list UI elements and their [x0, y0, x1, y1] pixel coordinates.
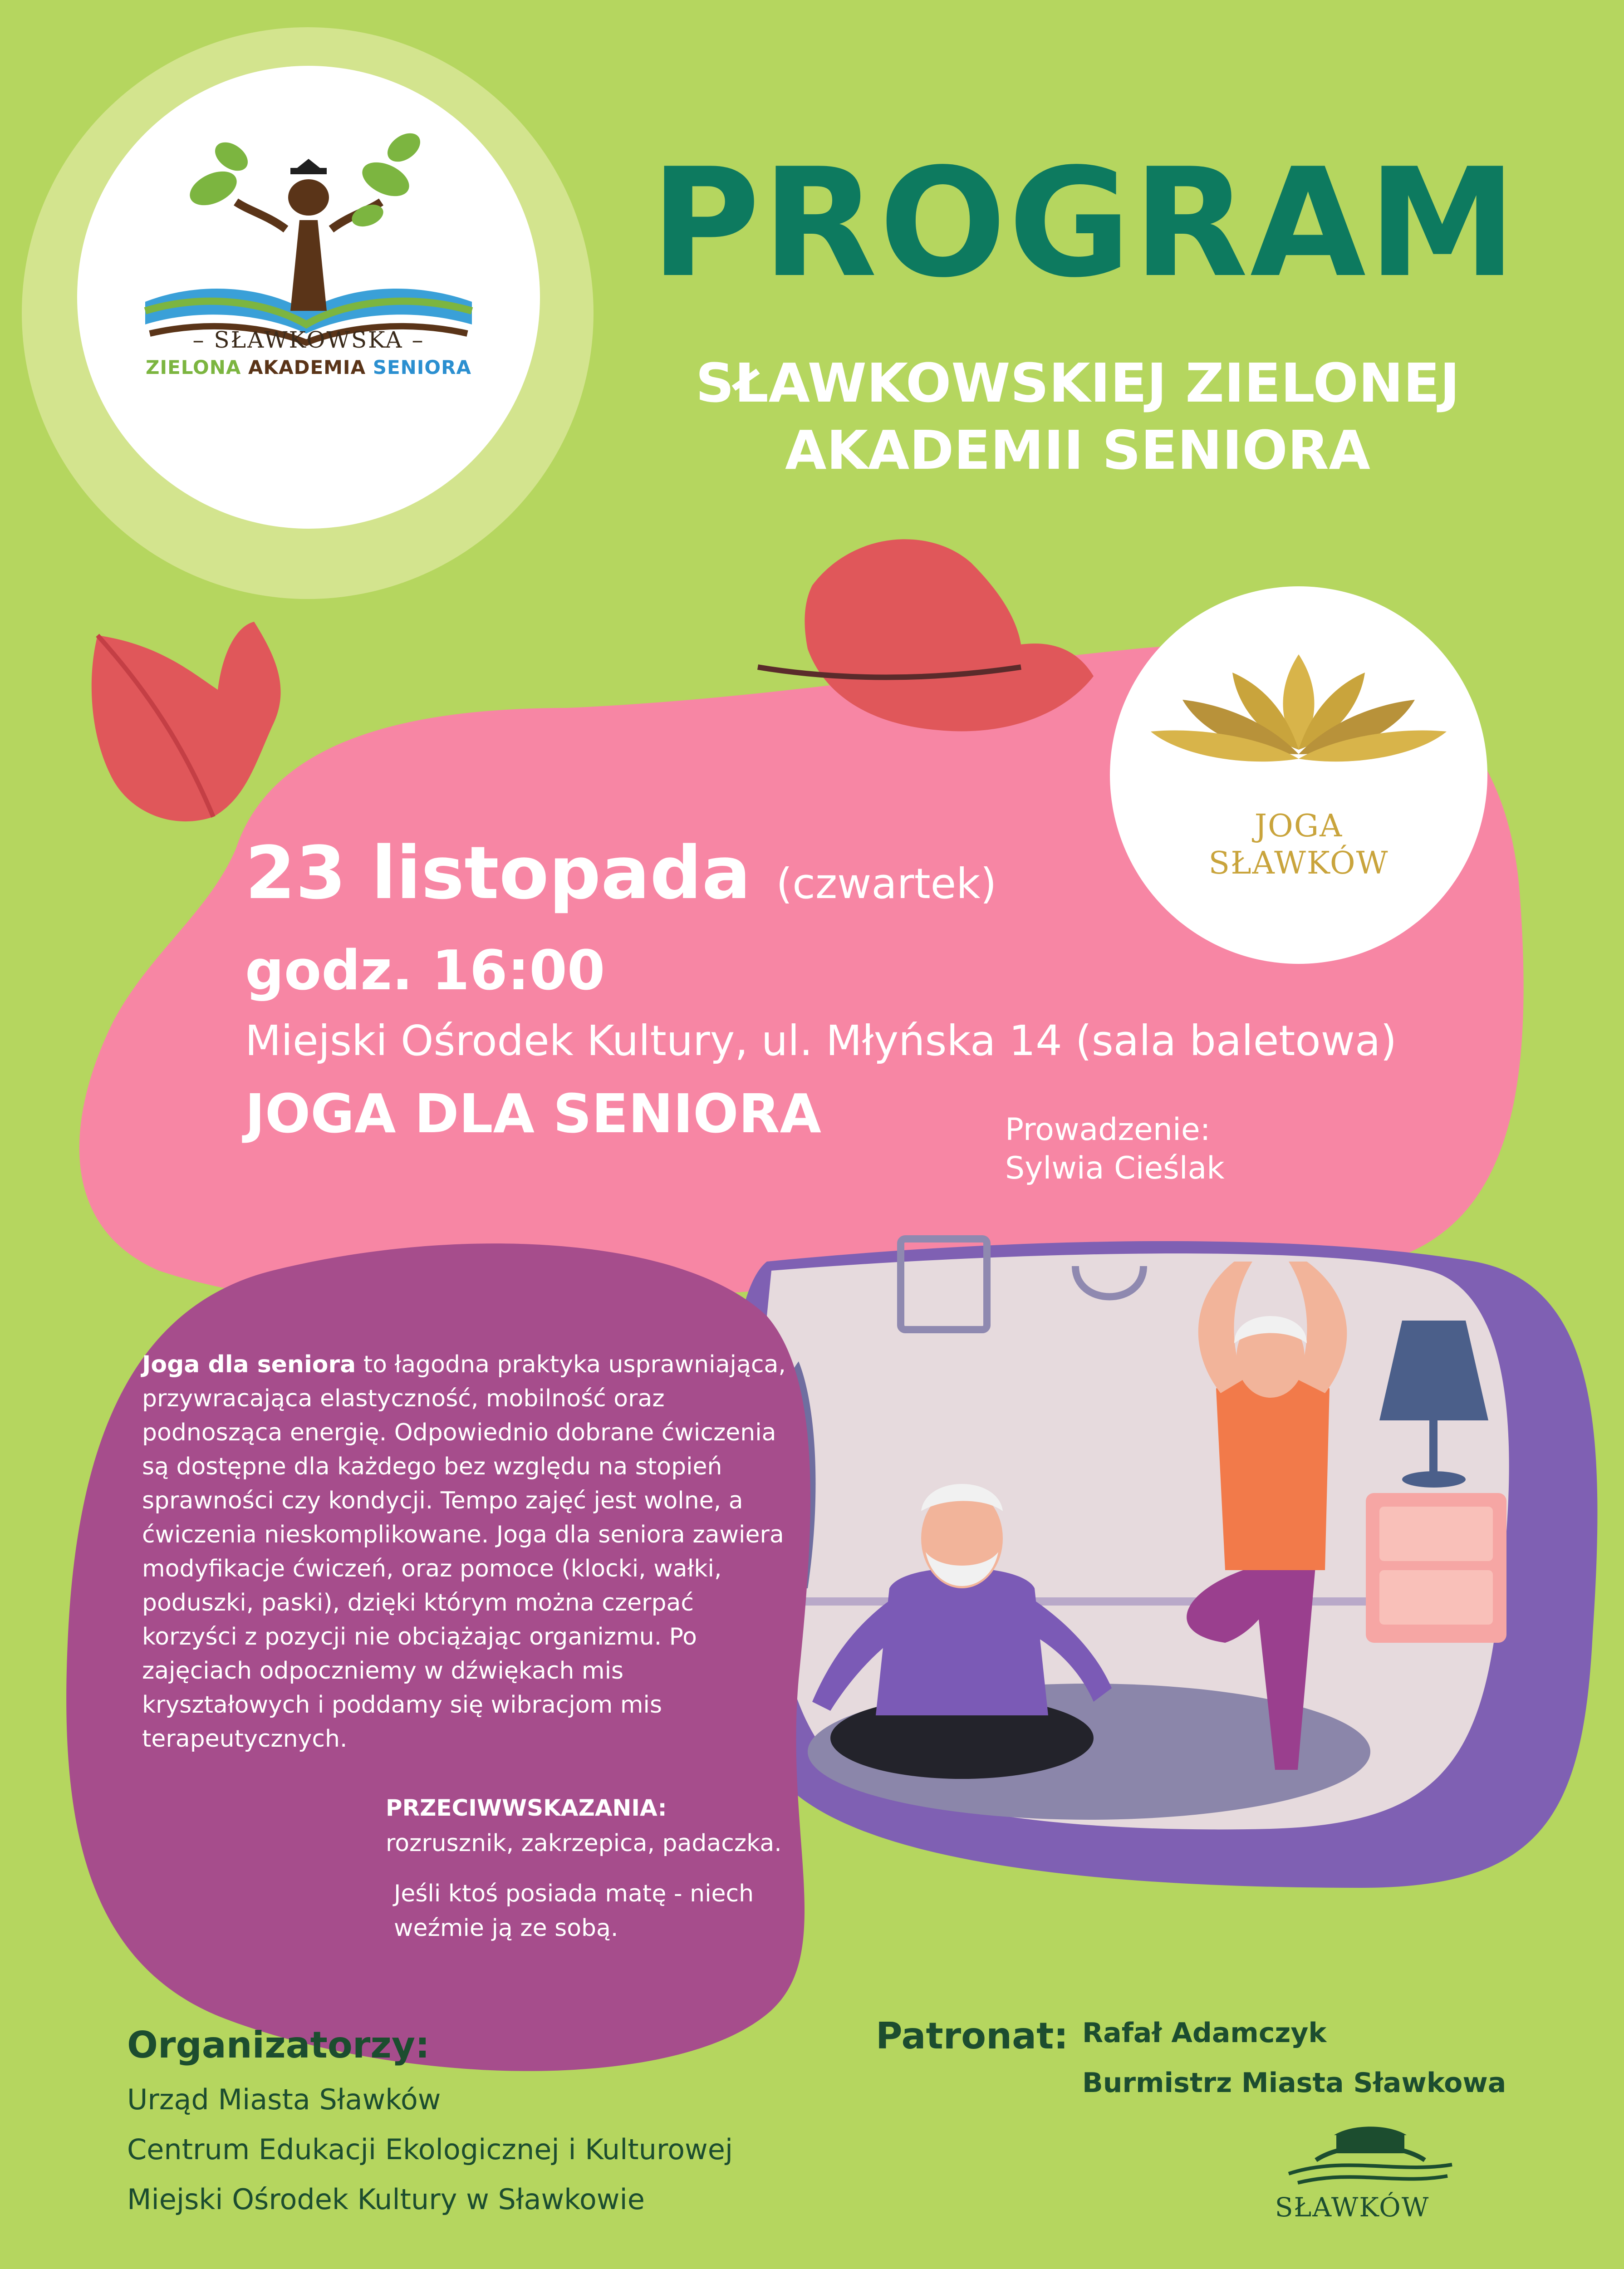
- event-time: godz. 16:00: [245, 939, 605, 1002]
- academy-logo: [77, 66, 540, 529]
- subtitle-line-2: AKADEMII SENIORA: [785, 419, 1370, 481]
- event-weekday: (czwartek): [776, 859, 997, 908]
- logo-word-academy: [77, 356, 540, 378]
- page-title: PROGRAM: [650, 136, 1519, 310]
- contraindications-text: rozrusznik, zakrzepica, padaczka.: [386, 1830, 782, 1857]
- patronage-label: Patronat:: [876, 2015, 1069, 2057]
- patron-role: Burmistrz Miasta Sławkowa: [1082, 2067, 1506, 2099]
- tree-book-icon: [77, 66, 540, 529]
- city-logo-icon: [1289, 2127, 1452, 2183]
- logo-word-zielona: ZIELONA: [146, 356, 249, 378]
- contraindications-title: PRZECIWWSKAZANIA:: [386, 1795, 667, 1821]
- organizer-item: Urząd Miasta Sławków: [127, 2083, 441, 2116]
- logo-word-slawkowska: – SŁAWKOWSKA –: [192, 327, 425, 353]
- lamp-base: [1402, 1471, 1466, 1488]
- yoga-illustration: [760, 1239, 1509, 1829]
- event-date: [245, 830, 996, 915]
- joga-logo-line-2: SŁAWKÓW: [1208, 845, 1389, 881]
- joga-logo-text: [1110, 808, 1487, 882]
- event-place: Miejski Ośrodek Kultury, ul. Młyńska 14 (sala baletowa): [245, 1017, 1397, 1065]
- logo-word-seniora: SENIORA: [373, 356, 471, 378]
- subtitle-line-1: SŁAWKOWSKIEJ ZIELONEJ: [695, 352, 1460, 414]
- lotus-logo-graphic: [1110, 586, 1487, 964]
- red-leaf-left: [92, 622, 281, 821]
- organizer-item: Miejski Ośrodek Kultury w Sławkowie: [127, 2183, 645, 2216]
- event-date-value: 23 listopada: [245, 830, 751, 915]
- logo-word-akademia: AKADEMIA: [248, 356, 373, 378]
- patron-name: Rafał Adamczyk: [1082, 2017, 1327, 2049]
- cabinet-drawer: [1379, 1507, 1493, 1561]
- organizer-item: Centrum Edukacji Ekologicznej i Kulturowej: [127, 2133, 733, 2166]
- joga-logo-line-1: JOGA: [1254, 808, 1343, 844]
- event-description: [142, 1348, 786, 1756]
- organizers-title: Organizatorzy:: [127, 2024, 430, 2066]
- event-lead-name: Sylwia Cieślak: [1005, 1150, 1225, 1186]
- page-subtitle: [631, 349, 1525, 484]
- event-lead-label: Prowadzenie:: [1005, 1112, 1211, 1148]
- event-name: JOGA DLA SENIORA: [245, 1082, 821, 1145]
- description-bold: Joga dla seniora: [142, 1351, 356, 1378]
- description-text: to łagodna praktyka usprawniająca, przywracająca elastyczność, mobilność oraz podnosząca energię. Odpowiednio dobrane ćwiczenia są dostępne dla każdego bez względu na stopień sprawności czy kondycji. Tempo zajęć jest wolne, a ćwiczenia nieskomplikowane. Joga dla seniora zawiera modyfikacje ćwiczeń, oraz pomoce (klocki, wałki, poduszki, paski), dzięki którym można czerpać korzyści z pozycji nie obciążając organizmu. Po zajęciach odpoczniemy w dźwiękach mis kryształowych i poddamy się wibracjom mis terapeutycznych.: [142, 1351, 786, 1753]
- woman-torso: [1216, 1375, 1330, 1570]
- cabinet-drawer: [1379, 1570, 1493, 1625]
- man-torso: [876, 1568, 1048, 1715]
- mat-note: Jeśli ktoś posiada matę - niech weźmie ją ze sobą.: [394, 1880, 754, 1942]
- lamp-stand: [1429, 1420, 1438, 1475]
- city-logo-text: SŁAWKÓW: [1275, 2192, 1430, 2223]
